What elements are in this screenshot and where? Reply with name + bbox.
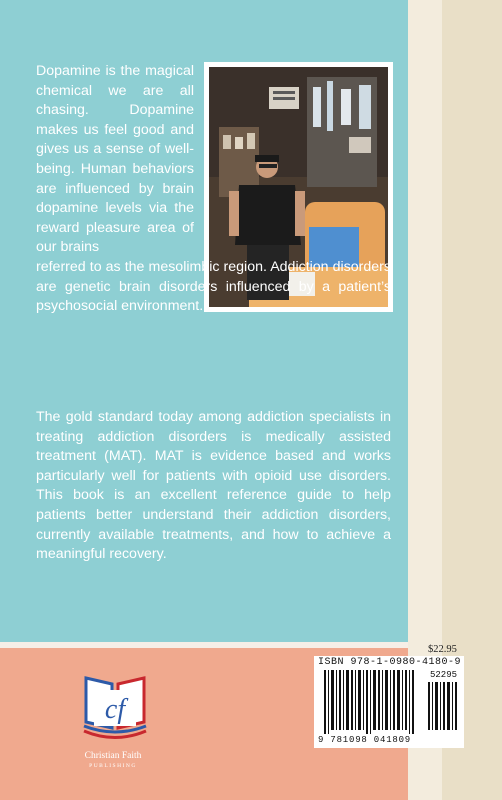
divider-strip xyxy=(0,642,408,648)
christian-faith-logo-icon xyxy=(80,668,150,750)
paragraph-1-wrapped-text: Dopamine is the magical chemical we are all chasing. Dopamine makes us feel good and gives us a sense of well-being. Human behaviors are influenced by brain dopamine levels via the reward pleasure area of our brains xyxy=(36,63,194,256)
price-code: 52295 xyxy=(430,670,458,680)
publisher-subtitle: PUBLISHING xyxy=(89,763,137,769)
description-paragraph-2: The gold standard today among addiction specialists in treating addiction disorders is medically assisted treatment (MAT). MAT is evidence based and works particularly well for patients with opioid use disorders. This book is an excellent reference guide to help patients better understand their addiction disorders, currently available treatments, and how to achieve a meaningful recovery. xyxy=(36,409,391,563)
description-paragraph-1 xyxy=(36,62,391,317)
isbn-label: ISBN 978-1-0980-4180-9 xyxy=(318,657,462,668)
isbn-barcode xyxy=(314,656,464,748)
publisher-name: Christian Faith xyxy=(84,751,142,761)
logo-letters: cf xyxy=(104,694,126,725)
isbn-number: 9 781098 041809 xyxy=(318,735,412,745)
paragraph-1-continued-text: referred to as the mesolimbic region. Addiction disorders are genetic brain disorders influenced by a patient’s psychosocial environment. xyxy=(36,258,391,315)
price-label: $22.95 xyxy=(428,644,457,655)
publisher-logo xyxy=(80,668,150,758)
